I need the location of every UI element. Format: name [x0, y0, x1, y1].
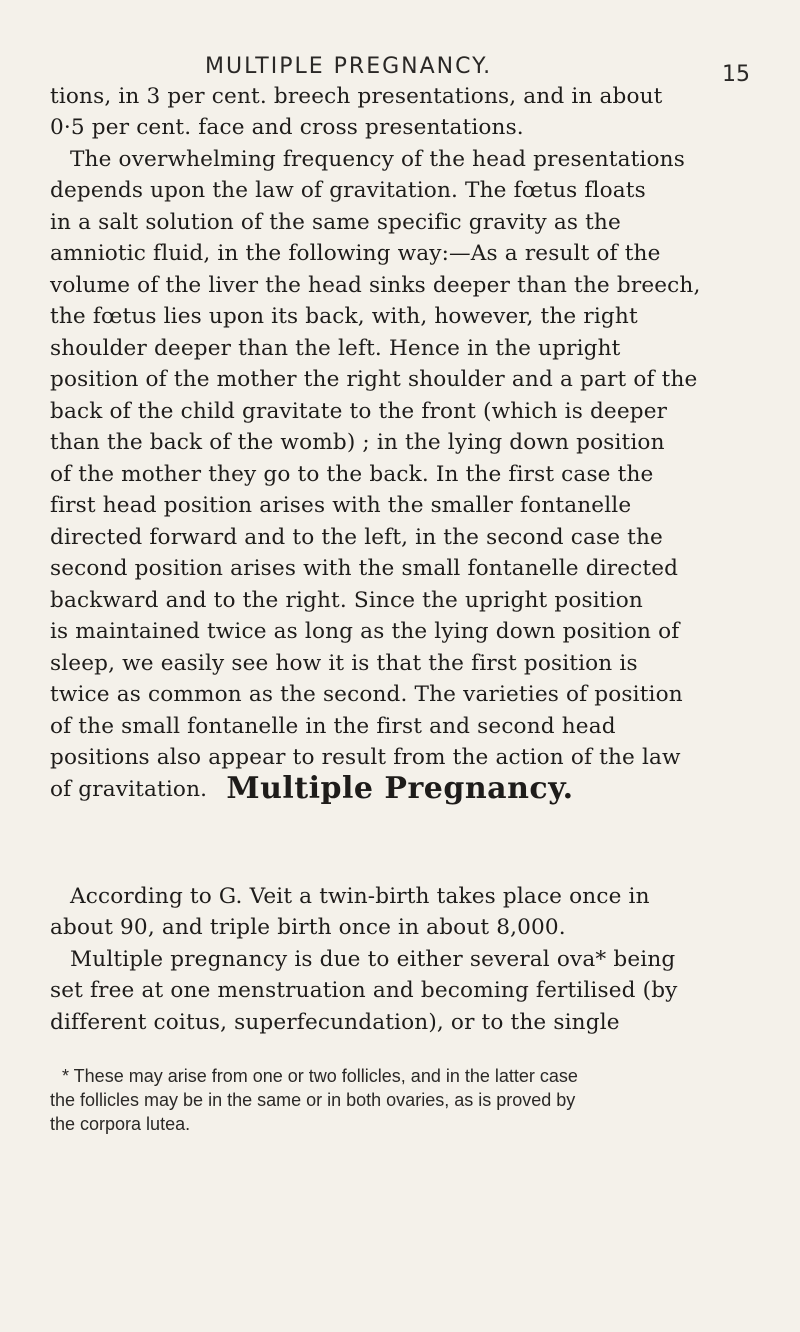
text-line: positions also appear to result from the action of the law	[50, 745, 681, 770]
text-line: position of the mother the right shoulder and a part of the	[50, 367, 698, 392]
text-line: set free at one menstruation and becoming fertilised (by	[50, 978, 678, 1003]
text-line: directed forward and to the left, in the second case the	[50, 525, 663, 550]
text-line: first head position arises with the smaller fontanelle	[50, 493, 632, 518]
text-line: shoulder deeper than the left. Hence in the upright	[50, 336, 621, 361]
text-line: twice as common as the second. The varieties of position	[50, 682, 683, 707]
page-number: 15	[722, 62, 750, 87]
text-line: The overwhelming frequency of the head presentations	[70, 147, 685, 172]
section-heading: Multiple Pregnancy.	[226, 771, 574, 806]
footnote-line: the follicles may be in the same or in both ovaries, as is proved by	[50, 1090, 576, 1110]
text-line: tions, in 3 per cent. breech presentations, and in about	[50, 84, 663, 109]
text-line: According to G. Veit a twin-birth takes place once in	[70, 884, 650, 909]
text-line: sleep, we easily see how it is that the first position is	[50, 651, 638, 676]
text-line: volume of the liver the head sinks deeper than the breech,	[50, 273, 701, 298]
text-line: of the mother they go to the back. In the first case the	[50, 462, 654, 487]
text-line: backward and to the right. Since the upright position	[50, 588, 643, 613]
text-line: second position arises with the small fontanelle directed	[50, 556, 679, 581]
footnote-line: * These may arise from one or two follicles, and in the latter case	[62, 1066, 578, 1086]
text-line: is maintained twice as long as the lying down position of	[50, 619, 680, 644]
text-line: Multiple pregnancy is due to either several ova* being	[70, 947, 676, 972]
text-line: in a salt solution of the same specific gravity as the	[50, 210, 621, 235]
text-line: back of the child gravitate to the front (which is deeper	[50, 399, 668, 424]
text-line: than the back of the womb) ; in the lying down position	[50, 430, 665, 455]
text-line: depends upon the law of gravitation. The fœtus floats	[50, 178, 646, 203]
footnote-line: the corpora lutea.	[50, 1114, 191, 1134]
text-line: different coitus, superfecundation), or to the single	[50, 1010, 620, 1035]
text-line: 0·5 per cent. face and cross presentations.	[50, 115, 524, 140]
text-line: about 90, and triple birth once in about 8,000.	[50, 915, 566, 940]
text-line: amniotic fluid, in the following way:—As a result of the	[50, 241, 661, 266]
text-line: of gravitation.	[50, 777, 208, 802]
text-line: the fœtus lies upon its back, with, however, the right	[50, 304, 638, 329]
running-head: MULTIPLE PREGNANCY.	[205, 54, 493, 79]
text-line: of the small fontanelle in the first and second head	[50, 714, 616, 739]
